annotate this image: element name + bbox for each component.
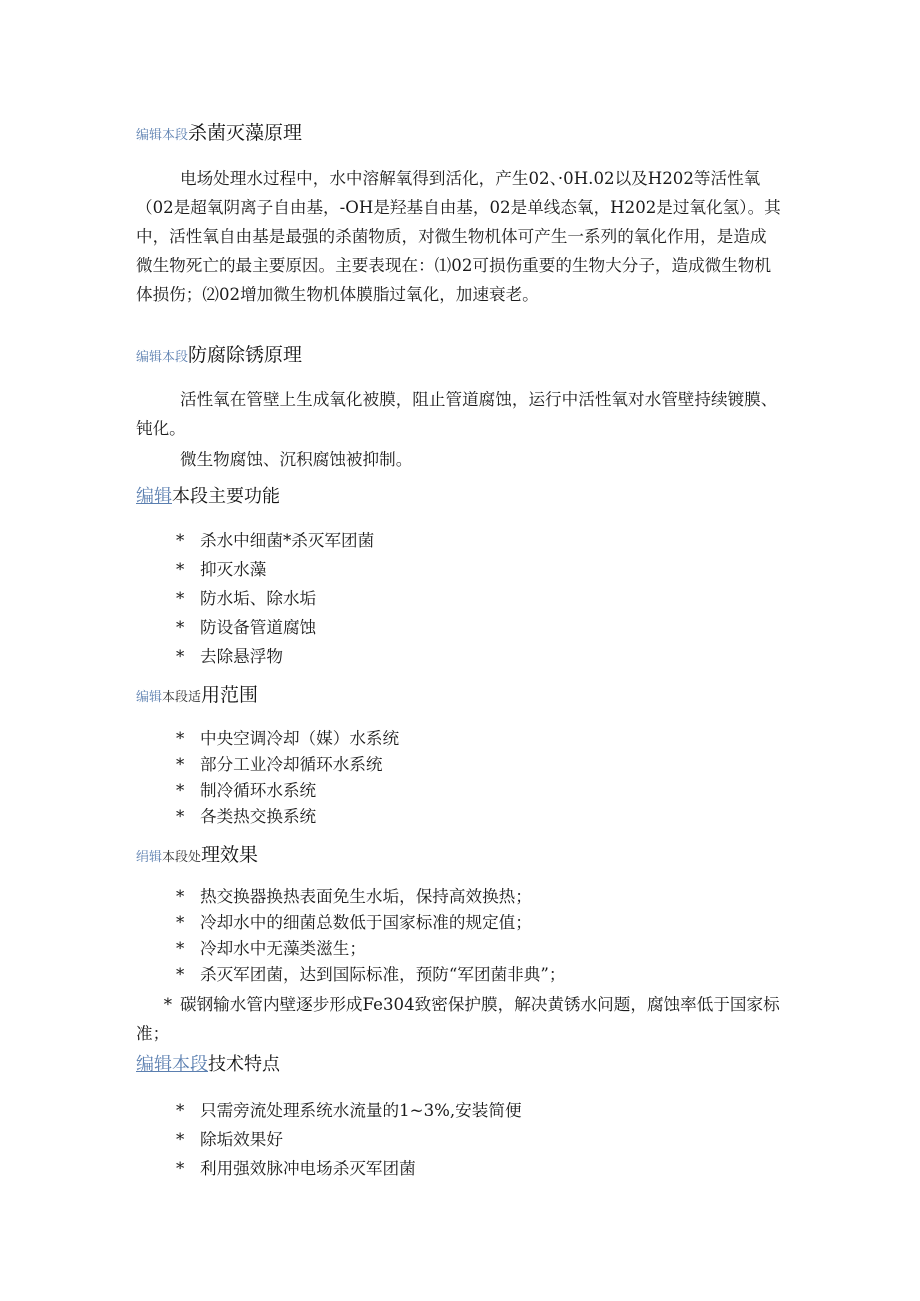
list-item: * 部分工业冷却循环水系统: [176, 755, 383, 774]
list-item: * 去除悬浮物: [176, 647, 283, 666]
section-heading-anticorrosion: [136, 340, 302, 367]
list-item: * 各类热交换系统: [176, 807, 317, 826]
section-title: 主要功能: [208, 486, 280, 507]
section-heading-sterilization: [136, 118, 302, 145]
scope-list: [176, 726, 399, 830]
section-heading-scope: [136, 680, 258, 707]
section-title-prefix: 本段适: [162, 690, 202, 705]
section-heading-features: [136, 1050, 280, 1076]
effects-list: [176, 884, 565, 988]
functions-list: [176, 526, 374, 671]
section-heading-functions: [136, 482, 280, 508]
edit-section-link[interactable]: 编辑: [136, 690, 163, 705]
section-title-prefix: 本段: [172, 486, 208, 507]
list-item: * 冷却水中的细菌总数低于国家标准的规定值；: [176, 913, 532, 932]
section-title: 技术特点: [208, 1054, 280, 1075]
edit-section-link-2[interactable]: 本段: [172, 1054, 208, 1075]
effects-long-item: * 碳钢输水管内壁逐步形成Fe304致密保护膜，解决黄锈水问题，腐蚀率低于国家标准；: [136, 995, 780, 1043]
paragraph-sterilization: 电场处理水过程中，水中溶解氧得到活化，产生02、·0H.02以及H202等活性氧（02是超氧阴离子自由基，-OH是羟基自由基，02是单线态氧，H202是过氧化氢）。其中，活性氧自由基是最强的杀菌物质，对微生物机体可产生一系列的氧化作用，是造成微生物死亡的最主要原因。主要表现在：⑴02可损伤重要的生物大分子，造成微生物机体损伤；⑵02增加微生物机体膜脂过氧化，加速衰老。: [136, 169, 781, 304]
list-item: * 制冷循环水系统: [176, 781, 317, 800]
list-item: * 中央空调冷却（媒）水系统: [176, 729, 400, 748]
list-item: * 杀灭军团菌，达到国际标准，预防“军团菌非典”；: [176, 965, 566, 984]
paragraph-anticorrosion-line2: 微生物腐蚀、沉积腐蚀被抑制。: [180, 450, 413, 469]
list-item: * 防水垢、除水垢: [176, 589, 317, 608]
list-item: * 热交换器换热表面免生水垢，保持高效换热；: [176, 887, 532, 906]
section-title: 用范围: [201, 684, 259, 706]
list-item: * 抑灭水藻: [176, 560, 267, 579]
list-item: * 杀水中细菌*杀灭军团菌: [176, 531, 375, 550]
edit-section-link[interactable]: 编辑: [136, 1054, 172, 1075]
section-title-prefix: 本段处: [162, 850, 202, 865]
section-heading-effects: [136, 840, 258, 867]
section-title: 理效果: [201, 844, 259, 866]
list-item: * 除垢效果好: [176, 1130, 283, 1149]
features-list: [176, 1096, 522, 1183]
section-title: 杀菌灭藻原理: [188, 122, 303, 144]
edit-section-link[interactable]: 编辑: [136, 486, 172, 507]
paragraph-anticorrosion: 活性氧在管壁上生成氧化被膜，阻止管道腐蚀，运行中活性氧对水管壁持续镀膜、钝化。: [136, 390, 778, 438]
list-item: * 冷却水中无藻类滋生；: [176, 939, 366, 958]
edit-section-link[interactable]: 编辑本段: [136, 128, 189, 143]
edit-section-link[interactable]: 编辑本段: [136, 350, 189, 365]
list-item: * 利用强效脉冲电场杀灭军团菌: [176, 1159, 416, 1178]
edit-section-link[interactable]: 绢辑: [136, 850, 163, 865]
list-item: * 只需旁流处理系统水流量的1~3%,安装简便: [176, 1101, 522, 1120]
list-item: * 防设备管道腐蚀: [176, 618, 317, 637]
section-title: 防腐除锈原理: [188, 344, 303, 366]
